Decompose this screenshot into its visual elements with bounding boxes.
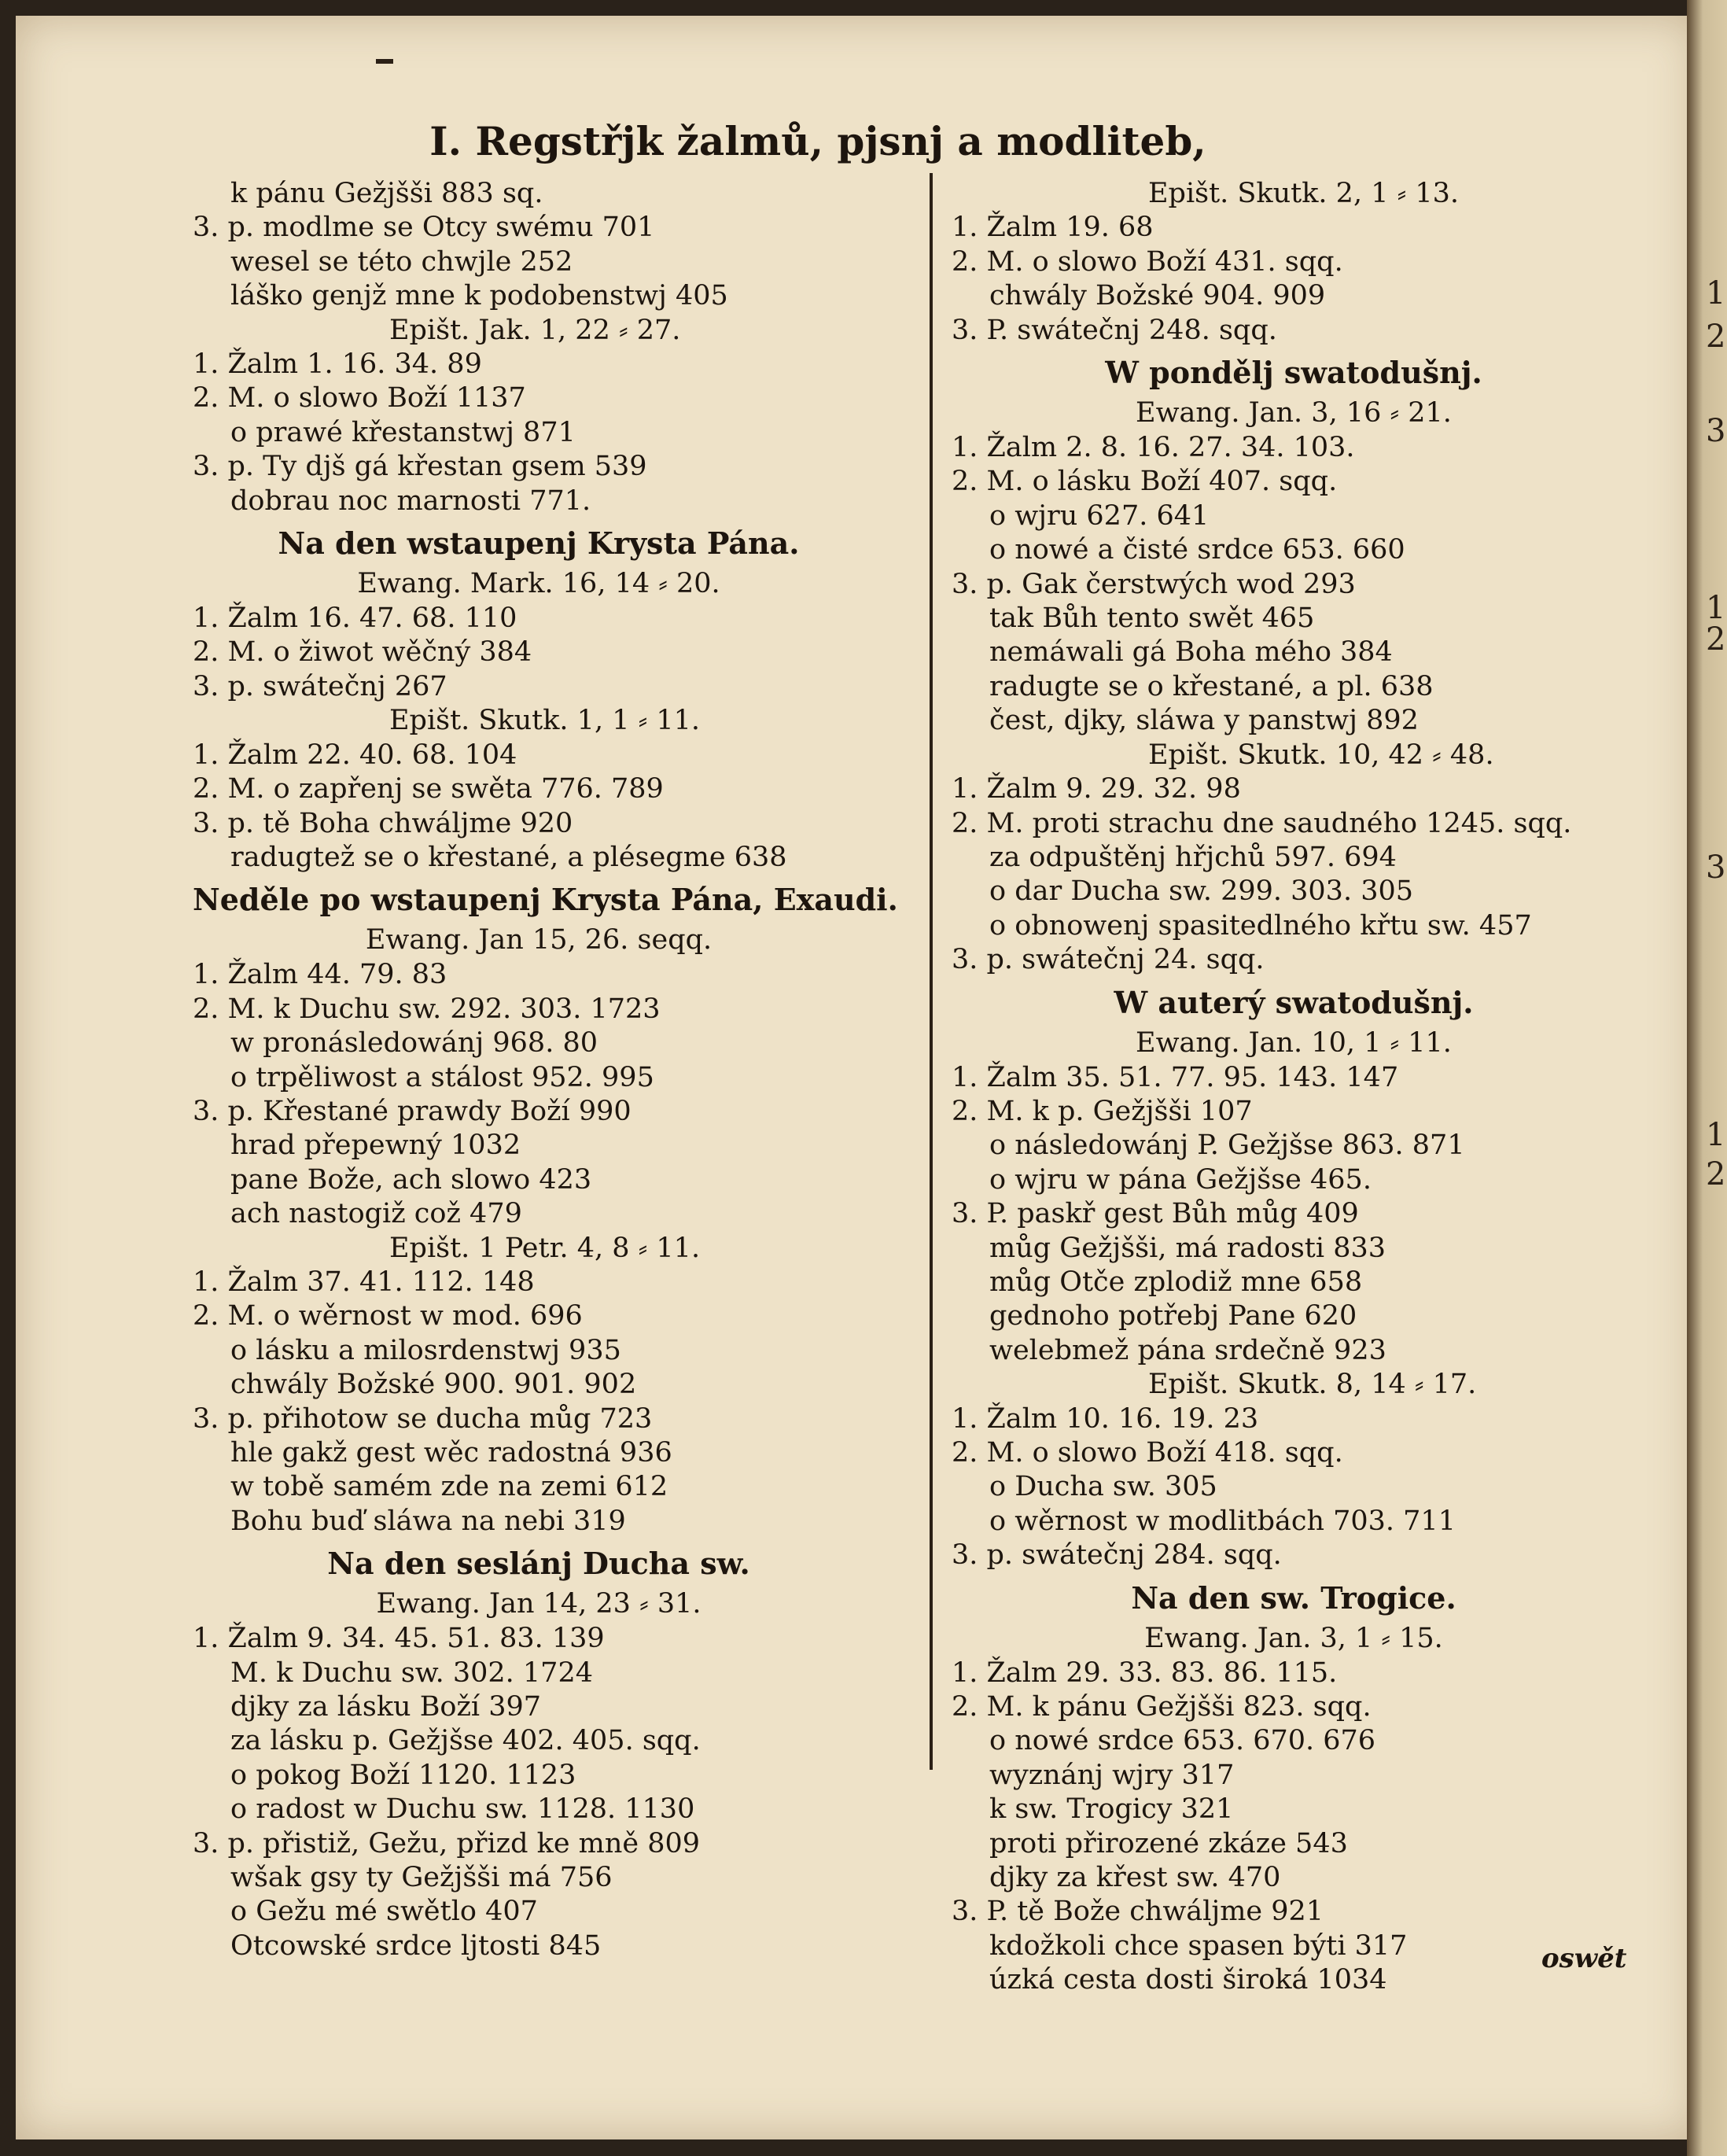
index-entry: 1. Žalm 16. 47. 68. 110 xyxy=(193,603,517,635)
index-entry: 1. Žalm 1. 16. 34. 89 xyxy=(193,348,482,381)
index-entry: nemáwali gá Boha mého 384 xyxy=(989,636,1393,669)
index-entry: 3. P. swátečnj 248. sqq. xyxy=(952,314,1277,346)
index-entry: 2. M. o slowo Boží 418. sqq. xyxy=(952,1437,1343,1469)
index-entry: 3. p. Křestané prawdy Boží 990 xyxy=(193,1095,632,1127)
index-entry: 1. Žalm 22. 40. 68. 104 xyxy=(193,739,517,771)
index-entry: djky za lásku Boží 397 xyxy=(230,1691,542,1723)
index-entry: 3. P. tě Bože chwáljme 921 xyxy=(952,1896,1324,1928)
reading-reference: Ewang. Jan. 3, 1 ⸗ 15. xyxy=(1144,1622,1443,1654)
index-entry: 3. p. swátečnj 267 xyxy=(193,670,447,702)
margin-numeral: 1 xyxy=(1706,590,1726,626)
index-entry: 3. p. swátečnj 24. sqq. xyxy=(952,944,1265,976)
ornament-dash xyxy=(376,59,393,64)
index-entry: láško genjž mne k podobenstwj 405 xyxy=(230,280,728,312)
index-entry: kdožkoli chce spasen býti 317 xyxy=(989,1929,1408,1962)
index-entry: 2. M. o slowo Boží 431. sqq. xyxy=(952,245,1343,278)
index-entry: čest, djky, sláwa y panstwj 892 xyxy=(989,705,1419,737)
margin-numeral: 3 xyxy=(1706,413,1726,449)
reading-reference: Ewang. Jan 14, 23 ⸗ 31. xyxy=(376,1588,701,1620)
book-page xyxy=(16,16,1699,2139)
margin-numeral: 2 xyxy=(1706,1156,1726,1192)
reading-reference: Epišt. Skutk. 8, 14 ⸗ 17. xyxy=(1148,1369,1477,1401)
index-entry: chwály Božské 900. 901. 902 xyxy=(230,1369,637,1401)
index-entry: Bohu buď sláwa na nebi 319 xyxy=(230,1505,626,1537)
index-entry: o wjru w pána Gežjšse 465. xyxy=(989,1163,1372,1196)
index-entry: 1. Žalm 37. 41. 112. 148 xyxy=(193,1266,535,1298)
section-heading: Neděle po wstaupenj Krysta Pána, Exaudi. xyxy=(193,882,898,918)
margin-numeral: 2 xyxy=(1706,319,1726,355)
section-heading: Na den wstaupenj Krysta Pána. xyxy=(278,525,800,562)
reading-reference: Ewang. Jan. 3, 16 ⸗ 21. xyxy=(1136,397,1452,429)
index-entry: o wěrnost w modlitbách 703. 711 xyxy=(989,1505,1456,1537)
page-header: I. Regstřjk žalmů, pjsnj a modliteb, xyxy=(429,118,1206,164)
index-entry: 3. p. přistiž, Gežu, přizd ke mně 809 xyxy=(193,1827,701,1859)
section-heading: W pondělj swatodušnj. xyxy=(1105,355,1482,391)
index-entry: 1. Žalm 9. 29. 32. 98 xyxy=(952,773,1241,805)
reading-reference: Ewang. Jan. 10, 1 ⸗ 11. xyxy=(1136,1026,1452,1059)
index-entry: 3. p. tě Boha chwáljme 920 xyxy=(193,807,573,839)
index-entry: 3. P. paskř gest Bůh můg 409 xyxy=(952,1198,1359,1230)
index-entry: k pánu Gežjšši 883 sq. xyxy=(230,178,543,209)
index-entry: za odpuštěnj hřjchů 597. 694 xyxy=(989,841,1397,873)
index-entry: 1. Žalm 9. 34. 45. 51. 83. 139 xyxy=(193,1623,605,1655)
index-entry: 3. p. modlme se Otcy swému 701 xyxy=(193,212,655,244)
index-entry: gednoho potřebj Pane 620 xyxy=(989,1300,1357,1332)
index-entry: M. k Duchu sw. 302. 1724 xyxy=(230,1657,593,1689)
index-entry: dobrau noc marnosti 771. xyxy=(230,485,591,517)
index-entry: 3. p. Ty djš gá křestan gsem 539 xyxy=(193,451,647,483)
reading-reference: Epišt. Jak. 1, 22 ⸗ 27. xyxy=(389,314,681,346)
index-entry: welebmež pána srdečně 923 xyxy=(989,1334,1386,1366)
reading-reference: Ewang. Jan 15, 26. seqq. xyxy=(365,924,713,956)
index-entry: 1. Žalm 35. 51. 77. 95. 143. 147 xyxy=(952,1061,1399,1093)
index-entry: Otcowské srdce ljtosti 845 xyxy=(230,1929,602,1962)
index-entry: 1. Žalm 19. 68 xyxy=(952,212,1154,244)
reading-reference: Epišt. Skutk. 10, 42 ⸗ 48. xyxy=(1148,739,1494,771)
index-entry: w tobě samém zde na zemi 612 xyxy=(230,1471,668,1503)
reading-reference: Epišt. Skutk. 1, 1 ⸗ 11. xyxy=(389,705,701,737)
index-entry: úzká cesta dosti široká 1034 xyxy=(989,1964,1387,1996)
index-entry: o trpěliwost a stálost 952. 995 xyxy=(230,1061,654,1093)
index-entry: 2. M. o wěrnost w mod. 696 xyxy=(193,1300,583,1332)
index-entry: můg Gežjšši, má radosti 833 xyxy=(989,1232,1386,1264)
index-entry: wyznánj wjry 317 xyxy=(989,1759,1235,1791)
index-entry: hrad přepewný 1032 xyxy=(230,1130,521,1162)
index-entry: proti přirozené zkáze 543 xyxy=(989,1827,1348,1859)
margin-numeral: 2 xyxy=(1706,621,1726,658)
index-entry: 2. M. o žiwot wěčný 384 xyxy=(193,636,532,669)
index-entry: 1. Žalm 44. 79. 83 xyxy=(193,959,447,991)
index-entry: 2. M. k pánu Gežjšši 823. sqq. xyxy=(952,1691,1372,1723)
index-entry: 2. M. o slowo Boží 1137 xyxy=(193,382,526,415)
index-entry: o následowánj P. Gežjšse 863. 871 xyxy=(989,1130,1465,1162)
left-column xyxy=(193,177,898,1963)
index-entry: tak Bůh tento swět 465 xyxy=(989,603,1315,635)
index-entry: o dar Ducha sw. 299. 303. 305 xyxy=(989,875,1413,908)
index-entry: 3. p. přihotow se ducha můg 723 xyxy=(193,1402,653,1435)
catchword: oswět xyxy=(1541,1943,1627,1974)
index-entry: o wjru 627. 641 xyxy=(989,499,1210,532)
next-page-edge xyxy=(1687,0,1727,2156)
index-entry: wšak gsy ty Gežjšši má 756 xyxy=(230,1862,613,1894)
index-entry: o obnowenj spasitedlného křtu sw. 457 xyxy=(989,909,1532,942)
index-entry: hle gakž gest wěc radostná 936 xyxy=(230,1437,672,1469)
index-entry: radugte se o křestané, a pl. 638 xyxy=(989,670,1434,702)
column-divider xyxy=(930,173,933,1770)
index-entry: 1. Žalm 10. 16. 19. 23 xyxy=(952,1402,1259,1435)
index-entry: 3. p. Gak čerstwých wod 293 xyxy=(952,568,1356,600)
index-entry: o nowé srdce 653. 670. 676 xyxy=(989,1725,1376,1757)
index-entry: o radost w Duchu sw. 1128. 1130 xyxy=(230,1793,695,1826)
index-entry: o pokog Boží 1120. 1123 xyxy=(230,1759,576,1791)
margin-numeral: 1 xyxy=(1706,275,1726,311)
index-entry: o nowé a čisté srdce 653. 660 xyxy=(989,534,1405,566)
index-entry: 2. M. k p. Gežjšši 107 xyxy=(952,1095,1253,1127)
right-column xyxy=(952,177,1636,1998)
section-heading: Na den sw. Trogice. xyxy=(1131,1579,1456,1616)
index-entry: o Gežu mé swětlo 407 xyxy=(230,1896,538,1928)
index-entry: radugtež se o křestané, a plésegme 638 xyxy=(230,841,787,873)
section-heading: W auterý swatodušnj. xyxy=(1114,984,1474,1020)
index-entry: o prawé křestanstwj 871 xyxy=(230,416,576,448)
index-entry: djky za křest sw. 470 xyxy=(989,1862,1281,1894)
margin-numeral: 3 xyxy=(1706,850,1726,886)
index-entry: wesel se této chwjle 252 xyxy=(230,245,573,278)
index-entry: o lásku a milosrdenstwj 935 xyxy=(230,1334,621,1366)
index-entry: w pronásledowánj 968. 80 xyxy=(230,1027,598,1060)
index-entry: ach nastogiž což 479 xyxy=(230,1198,522,1230)
reading-reference: Epišt. 1 Petr. 4, 8 ⸗ 11. xyxy=(389,1232,701,1264)
index-entry: 2. M. k Duchu sw. 292. 303. 1723 xyxy=(193,993,661,1025)
index-entry: za lásku p. Gežjšse 402. 405. sqq. xyxy=(230,1725,701,1757)
index-entry: 1. Žalm 29. 33. 83. 86. 115. xyxy=(952,1657,1338,1689)
index-entry: 2. M. o zapřenj se swěta 776. 789 xyxy=(193,773,664,805)
index-entry: o Ducha sw. 305 xyxy=(989,1471,1217,1503)
margin-numeral: 1 xyxy=(1706,1117,1726,1153)
index-entry: 1. Žalm 2. 8. 16. 27. 34. 103. xyxy=(952,432,1355,464)
index-entry: 2. M. o lásku Boží 407. sqq. xyxy=(952,466,1338,498)
reading-reference: Ewang. Mark. 16, 14 ⸗ 20. xyxy=(357,568,720,600)
index-entry: k sw. Trogicy 321 xyxy=(989,1793,1234,1826)
section-heading: Na den seslánj Ducha sw. xyxy=(327,1546,750,1582)
index-entry: pane Bože, ach slowo 423 xyxy=(230,1163,592,1196)
index-entry: 3. p. swátečnj 284. sqq. xyxy=(952,1539,1282,1572)
index-entry: můg Otče zplodiž mne 658 xyxy=(989,1266,1363,1298)
index-entry: chwály Božské 904. 909 xyxy=(989,280,1326,312)
reading-reference: Epišt. Skutk. 2, 1 ⸗ 13. xyxy=(1148,178,1460,209)
index-entry: 2. M. proti strachu dne saudného 1245. sqq. xyxy=(952,807,1572,839)
